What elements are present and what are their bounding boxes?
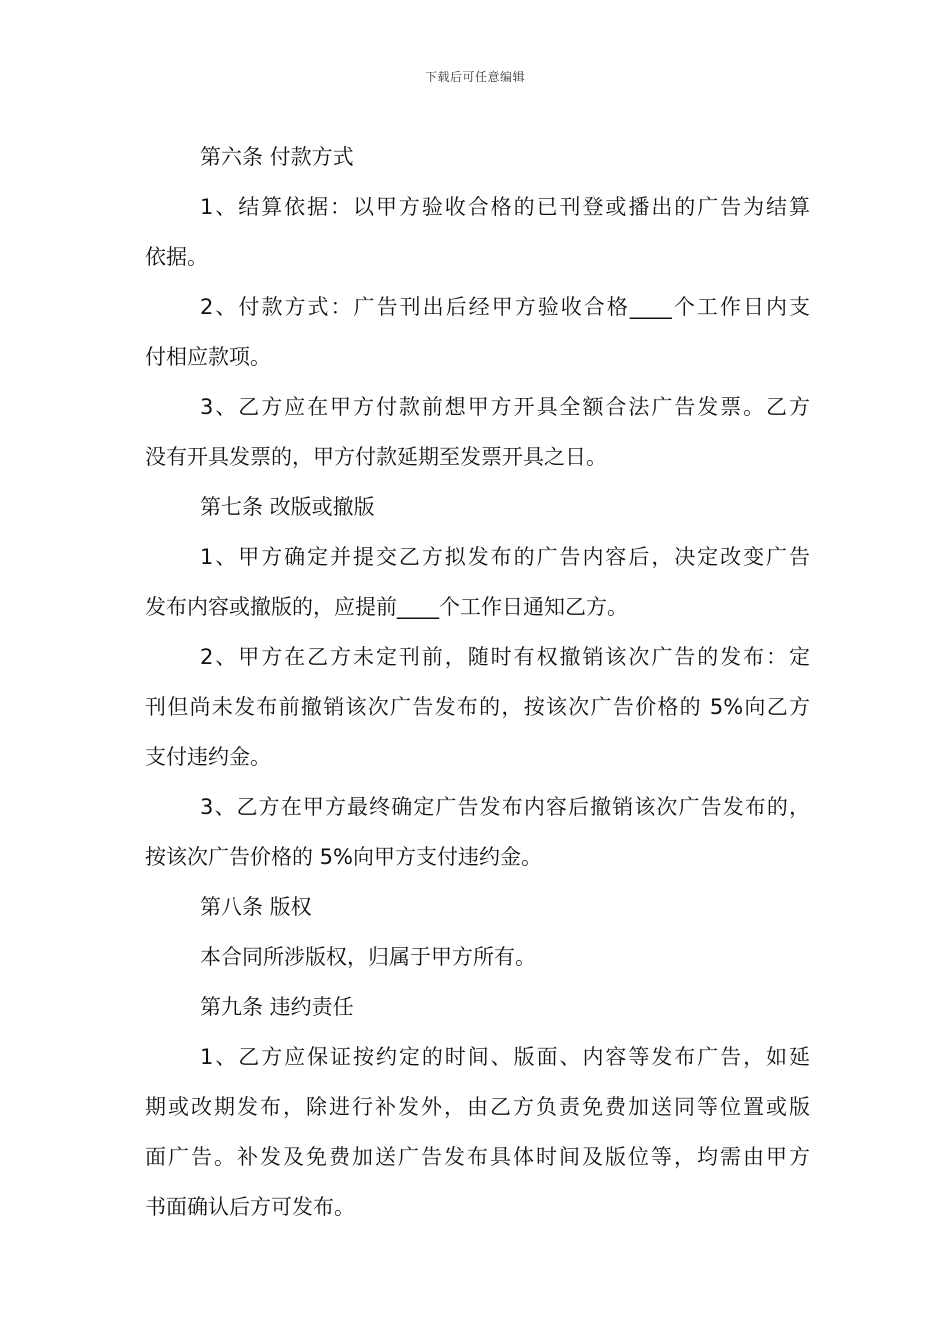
paragraph-line: 付相应款项。 xyxy=(145,345,271,369)
paragraph-line: 2、付款方式：广告刊出后经甲方验收合格____个工作日内支 xyxy=(200,295,810,319)
paragraph-line: 1、甲方确定并提交乙方拟发布的广告内容后，决定改变广告 xyxy=(200,545,810,569)
paragraph-line: 刊但尚未发布前撤销该次广告发布的，按该次广告价格的 5%向乙方 xyxy=(145,695,810,719)
paragraph-line: 按该次广告价格的 5%向甲方支付违约金。 xyxy=(145,845,542,869)
article-heading: 第九条 违约责任 xyxy=(200,995,354,1019)
paragraph-line: 没有开具发票的，甲方付款延期至发票开具之日。 xyxy=(145,445,607,469)
paragraph-line: 本合同所涉版权，归属于甲方所有。 xyxy=(200,945,536,969)
paragraph-line: 1、乙方应保证按约定的时间、版面、内容等发布广告，如延 xyxy=(200,1045,810,1069)
article-heading: 第六条 付款方式 xyxy=(200,145,354,169)
paragraph-line: 2、甲方在乙方未定刊前，随时有权撤销该次广告的发布：定 xyxy=(200,645,810,669)
paragraph-line: 面广告。补发及免费加送广告发布具体时间及版位等，均需由甲方 xyxy=(145,1145,810,1169)
article-heading: 第七条 改版或撤版 xyxy=(200,495,375,519)
article-heading: 第八条 版权 xyxy=(200,895,312,919)
paragraph-line: 期或改期发布，除进行补发外，由乙方负责免费加送同等位置或版 xyxy=(145,1095,810,1119)
document-body xyxy=(145,132,810,1232)
paragraph-line: 依据。 xyxy=(145,245,208,269)
page-header: 下载后可任意编辑 xyxy=(424,70,525,84)
paragraph-line: 3、乙方应在甲方付款前想甲方开具全额合法广告发票。乙方 xyxy=(200,395,810,419)
paragraph-line: 支付违约金。 xyxy=(145,745,271,769)
paragraph-line: 发布内容或撤版的，应提前____个工作日通知乙方。 xyxy=(145,595,628,619)
paragraph-line: 3、乙方在甲方最终确定广告发布内容后撤销该次广告发布的， xyxy=(200,795,810,819)
paragraph-line: 1、结算依据：以甲方验收合格的已刊登或播出的广告为结算 xyxy=(200,195,810,219)
paragraph-line: 书面确认后方可发布。 xyxy=(145,1195,355,1219)
